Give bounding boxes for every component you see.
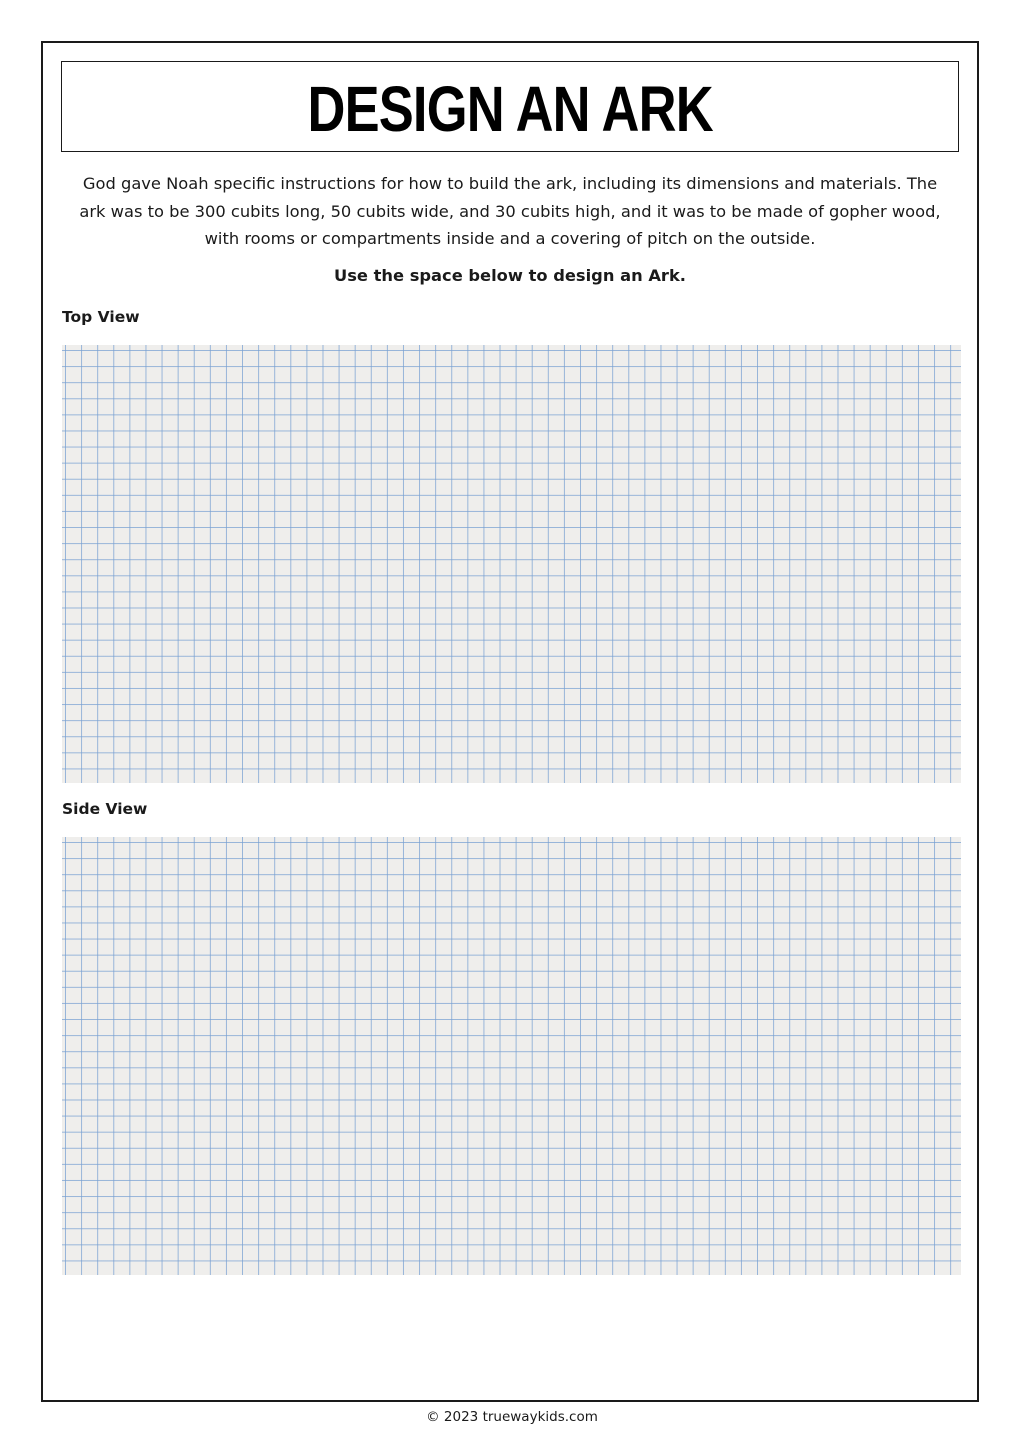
side-view-label: Side View (62, 800, 148, 818)
top-view-label: Top View (62, 308, 140, 326)
top-view-grid[interactable] (62, 345, 961, 783)
intro-paragraph (61, 170, 959, 253)
side-view-grid[interactable] (62, 837, 961, 1275)
copyright-footer: © 2023 truewaykids.com (426, 1409, 598, 1425)
instruction-text: Use the space below to design an Ark. (334, 266, 686, 285)
page-title: DESIGN AN ARK (307, 72, 713, 145)
intro-line: ark was to be 300 cubits long, 50 cubits wide, and 30 cubits high, and it was to be made of gopher wood, (79, 201, 941, 221)
intro-line: with rooms or compartments inside and a covering of pitch on the outside. (204, 229, 816, 248)
title-box (61, 61, 959, 152)
intro-line: God gave Noah specific instructions for how to build the ark, including its dimensions and materials. The (82, 174, 938, 193)
